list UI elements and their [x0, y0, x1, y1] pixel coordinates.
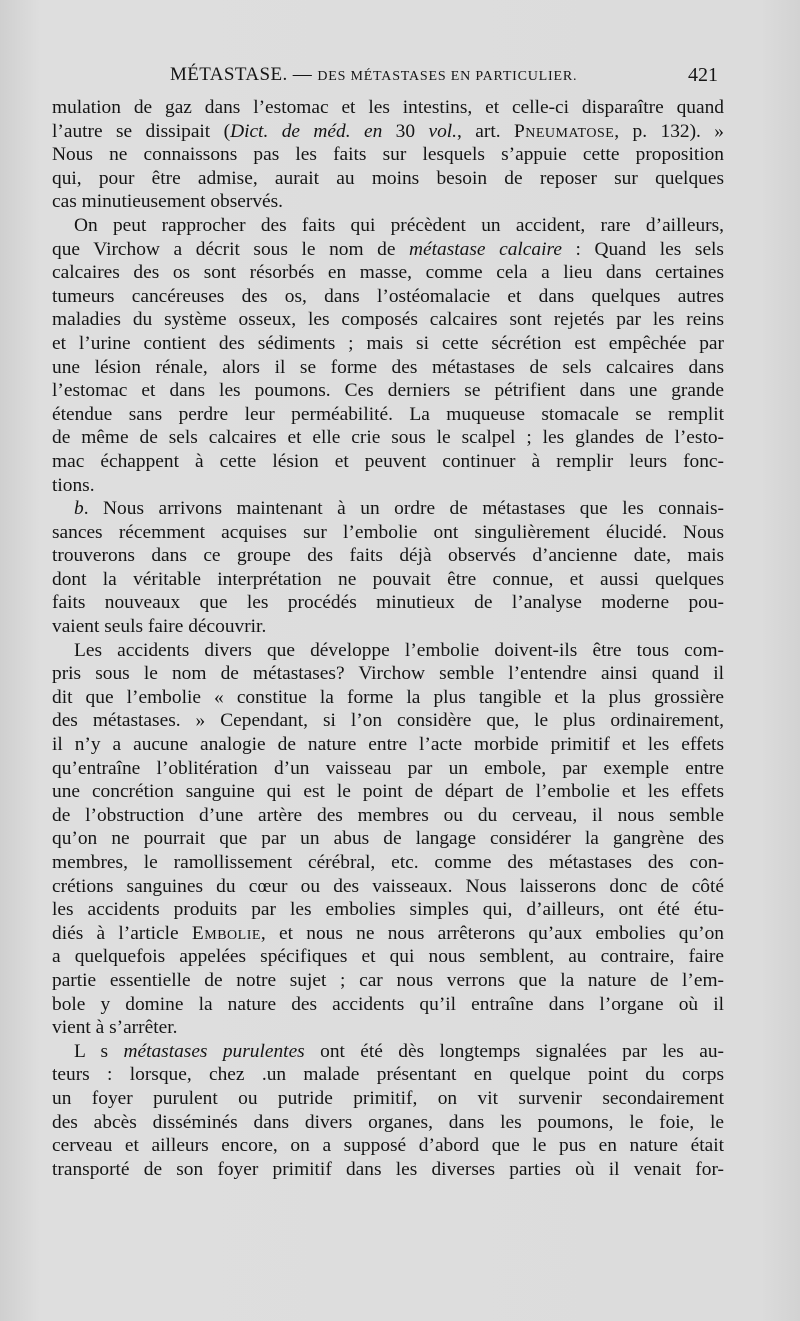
text-line: [52, 308, 724, 332]
text-line: [52, 1063, 724, 1087]
text-segment: de même de sels calcaires et elle crie sous le scalpel ; les glandes de l’esto-: [52, 427, 724, 449]
text-segment: Les accidents divers que développe l’embolie doivent-ils être tous com-: [74, 639, 724, 661]
text-segment: vient à s’arrêter.: [52, 1017, 178, 1039]
text-line: [52, 1134, 724, 1158]
text-segment: membres, le ramollissement cérébral, etc. comme des métastases des con-: [52, 852, 724, 873]
text-segment: transporté de son foyer primitif dans les diverses parties où il venait for-: [52, 1158, 724, 1180]
text-line: [52, 426, 724, 450]
text-segment: de l’obstruction d’une artère des membres ou du cerveau, il nous semble: [52, 804, 724, 826]
running-title-main: MÉTASTASE. —: [170, 64, 313, 85]
text-line: [52, 851, 724, 875]
text-segment: ont été dès longtemps signalées par les au-: [304, 1040, 724, 1062]
text-line: [52, 544, 724, 568]
text-segment: . Nous arrivons maintenant à un ordre de métastases que les connais-: [83, 498, 724, 520]
text-segment: , p. 132). »: [614, 120, 724, 142]
italic-text: vol.: [428, 120, 458, 142]
text-segment: diés à l’article: [52, 922, 192, 944]
text-line: [52, 521, 724, 545]
italic-text: métastase calcaire: [409, 238, 562, 260]
text-line: [52, 143, 724, 167]
text-line: [52, 450, 724, 474]
text-line: [52, 662, 724, 686]
text-line: [52, 190, 724, 214]
text-line: [52, 780, 724, 804]
text-segment: une concrétion sanguine qui est le point de départ de l’embolie et les effets: [52, 781, 724, 803]
text-line: [52, 1040, 724, 1064]
small-caps-text: Pneumatose: [513, 120, 615, 142]
running-title-sub: DES MÉTASTASES EN PARTICULIER.: [317, 69, 578, 84]
text-line: [52, 1158, 724, 1182]
body-text: [52, 96, 724, 1181]
text-segment: qui, pour être admise, aurait au moins besoin de reposer sur quelques: [52, 167, 724, 189]
text-line: [52, 167, 724, 191]
text-line: [52, 379, 724, 403]
text-line: [52, 474, 724, 498]
text-line: [52, 945, 724, 969]
text-line: [52, 285, 724, 309]
text-segment: il n’y a aucune analogie de nature entre l’acte morbide primitif et les effets: [52, 734, 724, 756]
text-line: [52, 120, 724, 144]
text-segment: trouverons dans ce groupe des faits déjà observés d’ancienne date, mais: [52, 545, 724, 567]
text-segment: L s: [74, 1040, 124, 1062]
text-line: [52, 261, 724, 285]
text-segment: tumeurs cancéreuses des os, dans l’ostéomalacie et dans quelques autres: [52, 285, 724, 307]
text-segment: : Quand les sels: [561, 238, 724, 260]
text-segment: maladies du système osseux, les composés calcaires sont rejetés par les reins: [52, 309, 724, 331]
text-line: [52, 1016, 724, 1040]
text-segment: faits nouveaux que les procédés minutieux de l’analyse moderne pou-: [52, 592, 724, 614]
page-number: 421: [688, 64, 718, 86]
text-segment: partie essentielle de notre sujet ; car nous verrons que la nature de l’em-: [52, 969, 724, 991]
text-segment: 30: [382, 120, 429, 142]
text-line: [52, 686, 724, 710]
small-caps-text: Embolie: [191, 922, 261, 944]
italic-text: métastases purulentes: [123, 1040, 305, 1062]
text-segment: cas minutieusement observés.: [52, 191, 284, 213]
text-segment: dont la véritable interprétation ne pouvait être connue, et aussi quelques: [52, 568, 724, 590]
text-segment: bole y domine la nature des accidents qu’il entraîne dans l’organe où il: [52, 993, 724, 1015]
text-segment: a quelquefois appelées spécifiques et qui nous semblent, au contraire, faire: [52, 946, 724, 968]
text-segment: , et nous ne nous arrêterons qu’aux embolies qu’on: [260, 922, 725, 944]
text-segment: des abcès disséminés dans divers organes, dans les poumons, le foie, le: [52, 1111, 724, 1133]
running-title: [170, 64, 577, 86]
text-line: [52, 96, 724, 120]
text-line: [52, 332, 724, 356]
text-line: [52, 922, 724, 946]
text-segment: une lésion rénale, alors il se forme des métastases de sels calcaires dans: [52, 356, 724, 378]
text-segment: vaient seuls faire découvrir.: [52, 616, 267, 638]
text-segment: les accidents produits par les embolies simples qui, d’ailleurs, ont été étu-: [52, 899, 724, 921]
text-line: [52, 969, 724, 993]
italic-text: b: [74, 498, 84, 520]
text-line: [52, 214, 724, 238]
italic-text: Dict. de méd. en: [230, 120, 383, 142]
text-segment: cerveau et ailleurs encore, on a supposé d’abord que le pus en nature était: [52, 1135, 724, 1157]
text-line: [52, 238, 724, 262]
text-segment: des métastases. » Cependant, si l’on considère que, le plus ordinairement,: [52, 710, 724, 732]
text-line: [52, 497, 724, 521]
text-segment: que Virchow a décrit sous le nom de: [52, 238, 410, 260]
text-segment: l’estomac et dans les poumons. Ces derniers se pétrifient dans une grande: [52, 380, 724, 402]
text-line: [52, 804, 724, 828]
text-segment: tions.: [52, 474, 95, 496]
text-line: [52, 993, 724, 1017]
text-segment: dit que l’embolie « constitue la forme la plus tangible et la plus grossière: [52, 686, 724, 708]
text-segment: calcaires des os sont résorbés en masse, comme cela a lieu dans certaines: [52, 262, 724, 284]
text-line: [52, 356, 724, 380]
text-line: [52, 757, 724, 781]
text-segment: l’autre se dissipait (: [52, 120, 231, 142]
text-segment: , art.: [457, 120, 514, 142]
text-segment: On peut rapprocher des faits qui précèdent un accident, rare d’ailleurs,: [74, 214, 724, 236]
text-line: [52, 1087, 724, 1111]
text-segment: et l’urine contient des sédiments ; mais si cette sécrétion est empêchée par: [52, 332, 724, 354]
text-segment: sances récemment acquises sur l’embolie ont singulièrement élucidé. Nous: [52, 521, 724, 543]
text-segment: qu’on ne pourrait que par un abus de langage considérer la gangrène des: [52, 828, 724, 850]
text-segment: un foyer purulent ou putride primitif, on vit survenir secondairement: [52, 1087, 724, 1109]
text-segment: crétions sanguines du cœur ou des vaisseaux. Nous laisserons donc de côté: [52, 875, 724, 897]
text-line: [52, 709, 724, 733]
text-line: [52, 568, 724, 592]
text-line: [52, 615, 724, 639]
text-segment: mulation de gaz dans l’estomac et les intestins, et celle-ci disparaître quand: [52, 97, 724, 118]
text-line: [52, 827, 724, 851]
text-segment: mac échappent à cette lésion et peuvent continuer à remplir leurs fonc-: [52, 450, 724, 472]
text-segment: qu’entraîne l’oblitération d’un vaisseau par un embole, par exemple entre: [52, 757, 724, 779]
text-line: [52, 1111, 724, 1135]
text-segment: pris sous le nom de métastases? Virchow semble l’entendre ainsi quand il: [52, 663, 724, 685]
text-line: [52, 733, 724, 757]
text-segment: teurs : lorsque, chez .un malade présentant en quelque point du corps: [52, 1064, 724, 1086]
text-line: [52, 875, 724, 899]
running-header: [0, 64, 800, 88]
text-line: [52, 639, 724, 663]
text-line: [52, 591, 724, 615]
text-segment: Nous ne connaissons pas les faits sur lesquels s’appuie cette proposition: [52, 144, 724, 166]
text-line: [52, 403, 724, 427]
text-segment: étendue sans perdre leur perméabilité. La muqueuse stomacale se remplit: [52, 403, 724, 425]
text-line: [52, 898, 724, 922]
